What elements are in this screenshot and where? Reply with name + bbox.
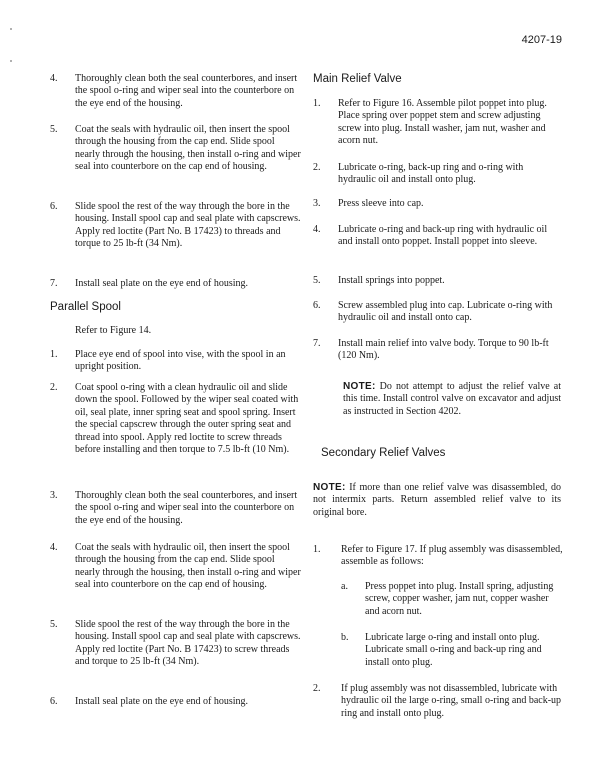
figure-reference: Refer to Figure 14. (75, 325, 152, 336)
section-heading: Main Relief Valve (313, 73, 402, 85)
section-heading: Secondary Relief Valves (321, 447, 446, 459)
section-heading: Parallel Spool (50, 301, 121, 313)
page-number: 4207-19 (521, 34, 562, 46)
note-adjust-relief: NOTE: Do not attempt to adjust the relief valve at this time. Install control valve on excavator and adjust as instructed in Section 4202. (343, 381, 561, 417)
scan-mark (10, 60, 12, 62)
scan-mark (10, 28, 12, 30)
note-intermix-parts: NOTE: If more than one relief valve was disassembled, do not intermix parts. Return assembled relief valve to its original bore. (313, 482, 561, 518)
